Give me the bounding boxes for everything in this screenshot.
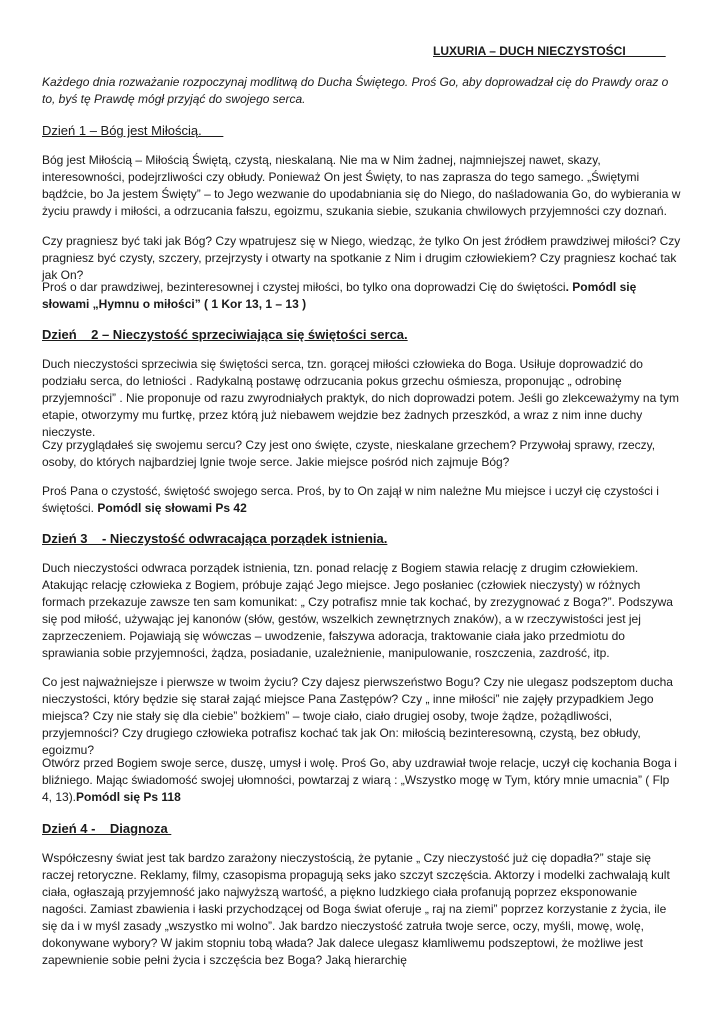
day3-paragraph-3-text: Otwórz przed Bogiem swoje serce, duszę, umysł i wolę. Proś Go, aby uzdrawiał twoje relacje, uczył cię kochania Boga i bliźniego. Mając świadomość swojej ułomności, powtarzaj z wiarą : „Wszystko mogę w Tym, który mnie umacnia” ( Flp 4, 13). <box>42 756 677 804</box>
day2-prayer-instruction: Pomódl się słowami Ps 42 <box>97 501 247 515</box>
day1-paragraph-1: Bóg jest Miłością – Miłością Świętą, czystą, nieskalaną. Nie ma w Nim żadnej, najmniejszej nawet, skazy, interesowności, podejrzliwości czy obłudy. Ponieważ On jest Święty, to nas zaprasza do tego samego. „Świętymi bądźcie, bo Ja jestem Święty” – to Jego wezwanie do upodabniania się do Niego, do naśladowania Go, do wybierania w życiu prawdy i miłości, a odrzucania fałszu, egoizmu, szukania siebie, szukania chwilowych przyjemności czy doznań. <box>42 153 681 218</box>
intro-paragraph: Każdego dnia rozważanie rozpoczynaj modlitwą do Ducha Świętego. Proś Go, aby doprowadzał cię do Prawdy oraz o to, byś tę Prawdę mógł przyjąć do swojego serca. <box>42 75 669 106</box>
day4-heading: Dzień 4 - Diagnoza <box>42 821 172 836</box>
day2-heading: Dzień 2 – Nieczystość sprzeciwiająca się świętości serca. <box>42 327 408 342</box>
day1-paragraph-3-text: Proś o dar prawdziwej, bezinteresownej i czystej miłości, bo tylko ona doprowadzi Cię do świętości <box>42 280 566 294</box>
day3-prayer-instruction: Pomódl się Ps 118 <box>76 790 181 804</box>
day3-paragraph-2: Co jest najważniejsze i pierwsze w twoim życiu? Czy dajesz pierwszeństwo Bogu? Czy nie ulegasz podszeptom ducha nieczystości, który będzie się starał zająć miejsce Pana Zastępów? Czy „ inne miłości” nie zajęły przypadkiem Jego miejsca? Czy nie stały się dla ciebie” bożkiem” – twoje ciało, ciało drugiej osoby, twoje żądze, pożądliwości, przyjemności? Czy drugiego człowieka potrafisz kochać tak jak On: miłością bezinteresowną, czystą, bez obłudy, egoizmu? <box>42 675 673 757</box>
day1-paragraph-3 <box>42 279 682 313</box>
day2-paragraph-1: Duch nieczystości sprzeciwia się świętości serca, tzn. gorącej miłości człowieka do Boga. Usiłuje doprowadzić do podziału serca, do letniości . Radykalną postawę odrzucania pokus grzechu ośmiesza, proponując „ odrobinę przyjemności” . Nie proponuje od razu zwyrodniałych praktyk, do nich doprowadzi potem. Jeśli go zlekceważymy na tym etapie, otworzymy mu furtkę, przez którą już niebawem wejdzie bez żadnych przeszkód, a wraz z nim inne duchy nieczyste. <box>42 357 679 439</box>
day2-paragraph-3-text: Proś Pana o czystość, świętość swojego serca. Proś, by to On zajął w nim należne Mu miejsce i uczył cię czystości i świętości. <box>42 484 659 515</box>
document-title: LUXURIA – DUCH NIECZYSTOŚCI <box>433 44 666 58</box>
day3-paragraph-1: Duch nieczystości odwraca porządek istnienia, tzn. ponad relację z Bogiem stawia relację z drugim człowiekiem. Atakując relację człowieka z Bogiem, próbuje zająć Jego miejsce. Jego posłaniec (człowiek nieczysty) w różnych formach przekazuje zawsze ten sam komunikat: „ Czy potrafisz mnie tak kochać, by zrezygnować z Boga?”. Podszywa się pod miłość, używając jej kanonów (słów, gestów, wszelkich zewnętrznych znaków), a w rzeczywistości jest jej zaprzeczeniem. Pojawiają się wówczas – uwodzenie, fałszywa adoracja, traktowanie ciała jako przedmiotu do sprawiania sobie przyjemności, żądza, posiadanie, uzależnienie, manipulowanie, roszczenia, zazdrość, itp. <box>42 561 673 660</box>
day2-paragraph-2: Czy przyglądałeś się swojemu sercu? Czy jest ono święte, czyste, nieskalane grzechem? Przywołaj sprawy, rzeczy, osoby, do których najbardziej lgnie twoje serce. Jakie miejsce pośród nich zajmuje Bóg? <box>42 438 656 469</box>
day4-paragraph-1: Współczesny świat jest tak bardzo zarażony nieczystością, że pytanie „ Czy nieczystość już cię dopadła?” staje się raczej retoryczne. Reklamy, filmy, czasopisma propagują seks jako szczyt szczęścia. Aktorzy i modelki zachwalają kult ciała, ogłaszają przyjemność jako najwyższą wartość, a piękno ludzkiego ciała profanują poprzez eksponowanie nagości. Zamiast zbawienia i łaski przychodzącej od Boga świat oferuje „ raj na ziemi” poprzez korzystanie z życia, ile się da i w myśl zasady „wszystko mi wolno”. Jak bardzo nieczystość zatruła twoje serce, oczy, myśli, mowę, wolę, dokonywane wybory? W jakim stopniu tobą włada? Jak dalece ulegasz kłamliwemu podszeptowi, że możliwe jest zapewnienie sobie pełni życia i szczęścia bez Boga? Jaką hierarchię <box>42 851 670 967</box>
day3-paragraph-3 <box>42 755 682 806</box>
day1-paragraph-2: Czy pragniesz być taki jak Bóg? Czy wpatrujesz się w Niego, wiedząc, że tylko On jest źródłem prawdziwej miłości? Czy pragniesz być czysty, szczery, przejrzysty i otwarty na spotkanie z Nim i drugim człowiekiem? Czy pragniesz kochać tak jak On? <box>42 234 681 282</box>
day2-paragraph-3 <box>42 483 682 517</box>
day1-prayer-instruction: . Pomódl się słowami „Hymnu o miłości” ( 1 Kor 13, 1 – 13 ) <box>42 280 637 311</box>
day1-heading: Dzień 1 – Bóg jest Miłością. <box>42 123 224 138</box>
day3-heading: Dzień 3 - Nieczystość odwracająca porządek istnienia. <box>42 531 388 546</box>
